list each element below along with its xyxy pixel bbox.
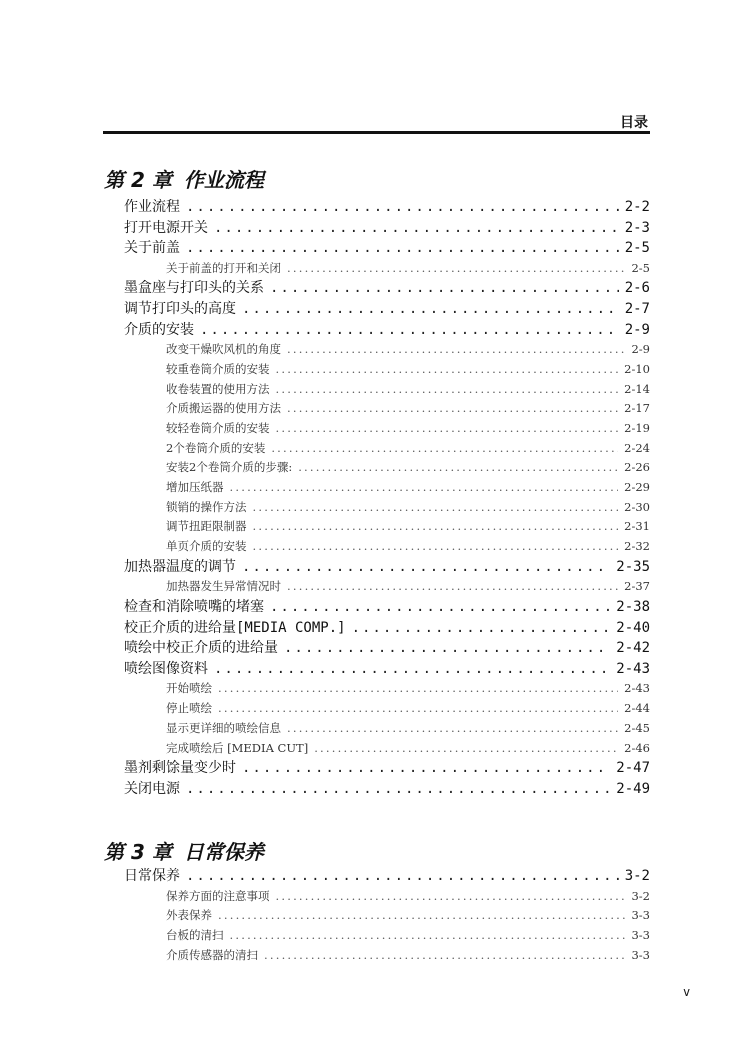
dot-leader <box>242 557 610 578</box>
toc-page-number: 2-40 <box>616 619 650 636</box>
dot-leader <box>186 197 619 218</box>
toc-page-number: 2-43 <box>616 660 650 677</box>
chapter-number: 第 2 章 <box>104 168 172 192</box>
toc-list <box>0 197 753 799</box>
chapter-title: 日常保养 <box>183 840 264 864</box>
toc-entry-label: 校正介质的进给量[MEDIA COMP.] <box>124 619 346 636</box>
dot-leader <box>270 597 610 618</box>
toc-entry-label: 外表保养 <box>166 908 212 923</box>
toc-entry-label: 完成喷绘后 [MEDIA CUT] <box>166 740 309 755</box>
toc-entry[interactable] <box>124 779 650 800</box>
toc-page-number: 2-6 <box>624 280 650 297</box>
toc-subentry[interactable] <box>166 537 650 557</box>
toc-page-number: 2-44 <box>624 701 650 716</box>
dot-leader <box>253 498 619 518</box>
toc-subentry[interactable] <box>166 517 650 537</box>
toc-subentry[interactable] <box>166 887 650 907</box>
toc-entry-label: 介质传感器的清扫 <box>166 947 258 962</box>
toc-page-number: 3-3 <box>631 947 650 962</box>
toc-entry[interactable] <box>124 659 650 680</box>
dot-leader <box>270 278 619 299</box>
toc-entry-label: 喷绘图像资料 <box>124 660 208 677</box>
dot-leader <box>214 218 619 239</box>
toc-entry-label: 台板的清扫 <box>166 927 224 942</box>
dot-leader <box>298 458 618 478</box>
toc-entry-label: 较重卷筒介质的安装 <box>166 361 270 376</box>
toc-page-number: 2-42 <box>616 640 650 657</box>
toc-entry-label: 关于前盖 <box>124 240 180 257</box>
dot-leader <box>287 259 625 279</box>
toc-subentry[interactable] <box>166 577 650 597</box>
dot-leader <box>276 380 619 400</box>
toc-entry-label: 作业流程 <box>124 199 180 215</box>
header-title: 目录 <box>620 115 648 131</box>
chapter-heading <box>104 167 264 193</box>
dot-leader <box>200 320 619 341</box>
toc-page-number: 2-19 <box>624 421 650 435</box>
toc-entry[interactable] <box>124 197 650 218</box>
toc-entry[interactable] <box>124 597 650 618</box>
dot-leader <box>284 638 610 659</box>
toc-entry-label: 打开电源开关 <box>124 219 208 236</box>
toc-subentry[interactable] <box>166 259 650 279</box>
toc-page-number: 2-3 <box>624 219 650 236</box>
toc-entry-label: 较轻卷筒介质的安装 <box>166 421 270 435</box>
toc-page-number: 2-9 <box>631 342 650 357</box>
toc-entry-label: 增加压纸器 <box>166 480 224 495</box>
toc-page-number: 2-45 <box>624 720 650 735</box>
toc-subentry[interactable] <box>166 439 650 459</box>
toc-page-number: 3-3 <box>631 908 650 923</box>
toc-entry-label: 收卷装置的使用方法 <box>166 381 270 396</box>
dot-leader <box>352 618 611 639</box>
toc-page-number: 2-24 <box>624 440 650 455</box>
dot-leader <box>276 887 626 907</box>
toc-page-number: 2-5 <box>624 240 650 257</box>
toc-entry-label: 加热器温度的调节 <box>124 558 236 575</box>
toc-page-number: 3-3 <box>631 927 650 942</box>
toc-page-number: 2-32 <box>624 539 650 554</box>
toc-page-number: 2-37 <box>624 579 650 594</box>
toc-subentry[interactable] <box>166 926 650 946</box>
toc-subentry[interactable] <box>166 498 650 518</box>
toc-page-number: 2-31 <box>624 519 650 534</box>
dot-leader <box>264 946 625 966</box>
toc-entry-label: 关于前盖的打开和关闭 <box>166 260 281 275</box>
toc-entry-label: 保养方面的注意事项 <box>166 888 270 903</box>
toc-subentry[interactable] <box>166 739 650 759</box>
toc-entry-label: 停止喷绘 <box>166 701 212 716</box>
dot-leader <box>287 719 618 739</box>
toc-page-number: 2-9 <box>624 321 650 338</box>
toc-entry-label: 开始喷绘 <box>166 681 212 696</box>
toc-page-number: 2-7 <box>624 301 650 318</box>
toc-page-number: 2-38 <box>616 599 650 616</box>
toc-page-number: 2-2 <box>624 199 650 215</box>
toc-entry-label: 锁销的操作方法 <box>166 499 247 514</box>
toc-entry[interactable] <box>124 866 650 887</box>
dot-leader <box>186 779 610 800</box>
toc-subentry[interactable] <box>166 380 650 400</box>
toc-entry-label: 介质搬运器的使用方法 <box>166 401 281 416</box>
dot-leader <box>287 340 625 360</box>
toc-entry-label: 2个卷筒介质的安装 <box>166 440 266 455</box>
toc-page-number: 2-47 <box>616 760 650 777</box>
toc-subentry[interactable] <box>166 946 650 966</box>
toc-page-number: 2-46 <box>624 740 650 755</box>
toc-page-number: 2-10 <box>624 361 650 376</box>
chapter-heading <box>104 839 264 865</box>
dot-leader <box>253 537 619 557</box>
toc-page-number: 2-35 <box>616 558 650 575</box>
toc-page-number: 2-29 <box>624 480 650 495</box>
dot-leader <box>218 679 618 699</box>
toc-page-number: 2-49 <box>616 780 650 797</box>
toc-page-number: 2-26 <box>624 460 650 475</box>
toc-entry-label: 调节扭距限制器 <box>166 519 247 534</box>
toc-page-number: 2-5 <box>631 260 650 275</box>
dot-leader <box>214 659 610 680</box>
toc-subentry[interactable] <box>166 719 650 739</box>
toc-subentry[interactable] <box>166 699 650 719</box>
toc-subentry[interactable] <box>166 419 650 439</box>
toc-entry-label: 墨盒座与打印头的关系 <box>124 280 264 297</box>
toc-entry[interactable] <box>124 218 650 239</box>
dot-leader <box>242 299 619 320</box>
toc-page-number: 2-43 <box>624 681 650 696</box>
toc-entry-label: 显示更详细的喷绘信息 <box>166 720 281 735</box>
toc-subentry[interactable] <box>166 679 650 699</box>
dot-leader <box>276 360 619 380</box>
dot-leader <box>218 906 625 926</box>
dot-leader <box>242 758 610 779</box>
toc-subentry[interactable] <box>166 458 650 478</box>
dot-leader <box>230 478 619 498</box>
toc-entry-label: 加热器发生异常情况时 <box>166 579 281 594</box>
header-divider <box>103 131 650 134</box>
page-number: v <box>683 985 691 999</box>
dot-leader <box>218 699 618 719</box>
chapter-title: 作业流程 <box>183 168 264 192</box>
toc-subentry[interactable] <box>166 478 650 498</box>
dot-leader <box>186 866 619 887</box>
toc-entry-label: 关闭电源 <box>124 780 180 797</box>
toc-entry[interactable] <box>124 299 650 320</box>
dot-leader <box>314 739 618 759</box>
toc-page-number: 3-2 <box>624 868 650 884</box>
toc-entry[interactable] <box>124 557 650 578</box>
toc-entry-label: 单页介质的安装 <box>166 539 247 554</box>
toc-entry-label: 介质的安装 <box>124 321 194 338</box>
toc-entry[interactable] <box>124 638 650 659</box>
toc-entry-label: 改变干燥吹风机的角度 <box>166 342 281 357</box>
toc-subentry[interactable] <box>166 360 650 380</box>
toc-entry[interactable] <box>124 278 650 299</box>
toc-subentry[interactable] <box>166 906 650 926</box>
dot-leader <box>276 419 619 439</box>
dot-leader <box>287 577 618 597</box>
dot-leader <box>253 517 619 537</box>
toc-entry-label: 日常保养 <box>124 868 180 884</box>
toc-entry[interactable] <box>124 238 650 259</box>
toc-subentry[interactable] <box>166 399 650 419</box>
toc-entry[interactable] <box>124 758 650 779</box>
toc-entry[interactable] <box>124 618 650 639</box>
toc-entry-label: 喷绘中校正介质的进给量 <box>124 640 278 657</box>
toc-page-number: 2-14 <box>624 381 650 396</box>
toc-subentry[interactable] <box>166 340 650 360</box>
toc-entry[interactable] <box>124 320 650 341</box>
dot-leader <box>186 238 619 259</box>
dot-leader <box>287 399 618 419</box>
chapter-number: 第 3 章 <box>104 840 172 864</box>
dot-leader <box>271 439 618 459</box>
toc-page-number: 2-30 <box>624 499 650 514</box>
dot-leader <box>230 926 626 946</box>
toc-entry-label: 调节打印头的高度 <box>124 301 236 318</box>
toc-entry-label: 墨剂剩馀量变少时 <box>124 760 236 777</box>
toc-entry-label: 安装2个卷筒介质的步骤: <box>166 460 293 475</box>
toc-page-number: 2-17 <box>624 401 650 416</box>
toc-entry-label: 检查和消除喷嘴的堵塞 <box>124 599 264 616</box>
toc-page-number: 3-2 <box>631 888 650 903</box>
toc-list <box>0 866 753 965</box>
